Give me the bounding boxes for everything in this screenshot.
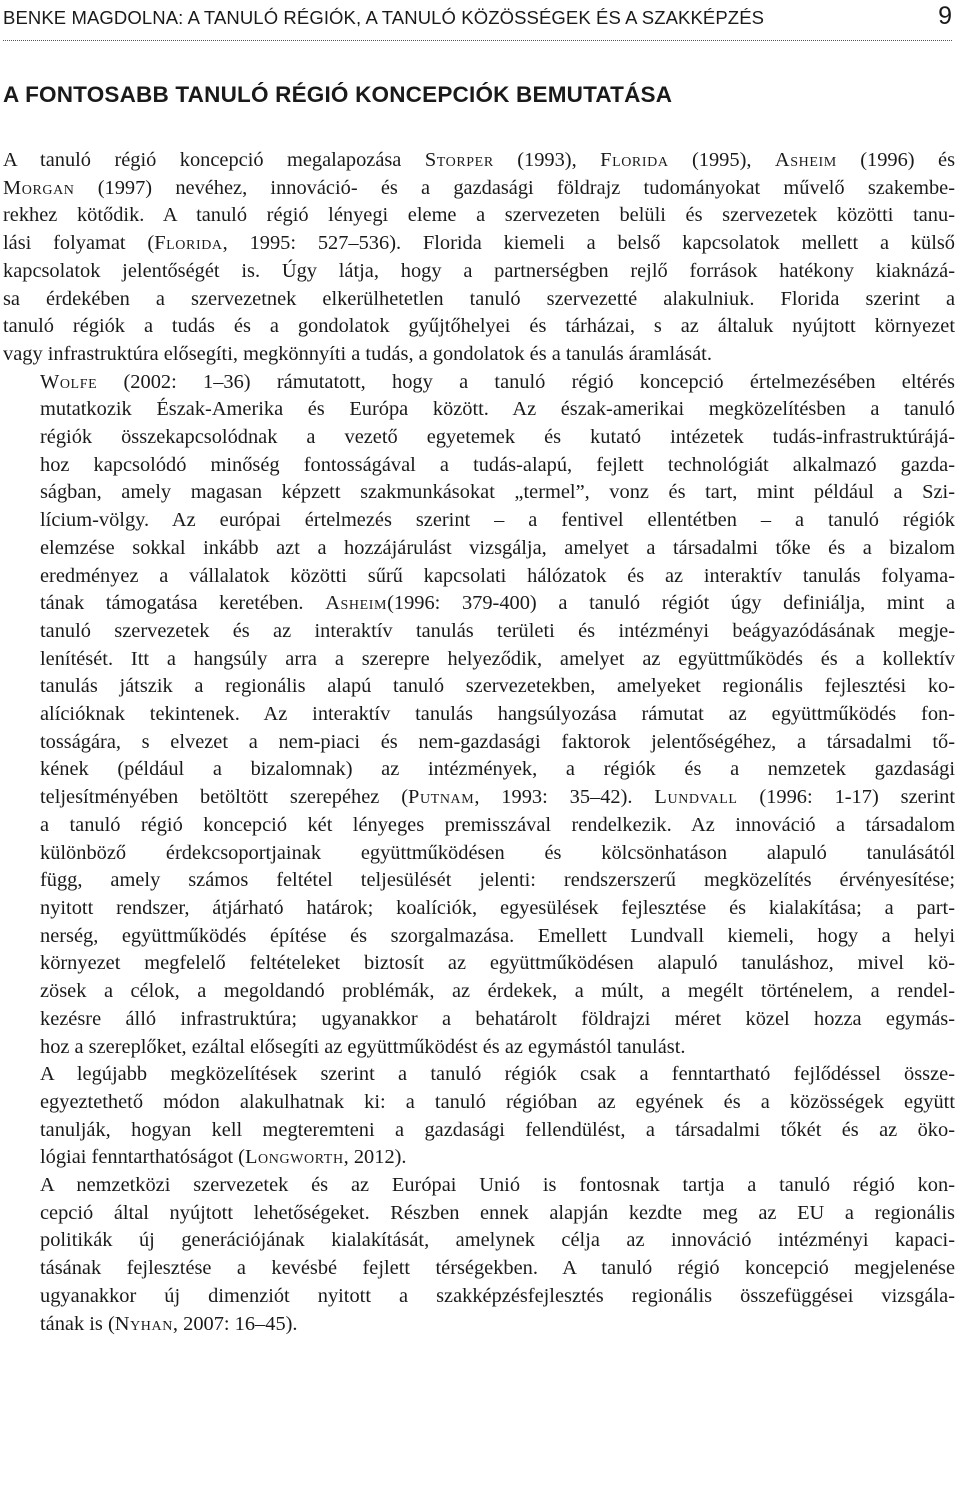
text-run: teljesítményében betöltött szerepéhez ( — [40, 786, 409, 809]
text-line — [3, 286, 955, 314]
text-line — [3, 424, 955, 452]
text-run: , 2007: 16–45). — [172, 1312, 298, 1335]
text-run: ságban, amely magasan képzett szakmunkásokat „termel”, vonz és tart, mint például a Szi- — [40, 481, 955, 504]
cited-author: Lundvall — [654, 786, 738, 809]
text-run: cepció által nyújtott lehetőségeket. Részben ennek alapján kezdte meg az EU a regionális — [40, 1201, 955, 1224]
text-run: tanulják, hogyan kell megteremteni a gazdasági fellendülést, a társadalmi tőkét és az öko- — [40, 1118, 955, 1141]
body-text — [3, 147, 955, 1338]
text-line — [3, 1200, 955, 1228]
text-run: kapcsolatok jelentőségét is. Úgy látja, hogy a partnerségben rejlő források hatékony kiaknázá- — [3, 259, 955, 282]
cited-author: Florida — [154, 232, 223, 255]
text-run: ugyanakkor új dimenziót nyitott a szakképzésfejlesztés regionális összefüggései vizsgála- — [40, 1284, 955, 1307]
text-line — [3, 1283, 955, 1311]
text-line — [3, 895, 955, 923]
text-line — [3, 784, 955, 812]
text-run: zösek a célok, a megoldandó problémák, az érdekek, a múlt, a megélt történelem, a rendel- — [40, 980, 955, 1003]
text-line — [3, 701, 955, 729]
text-run: tanuló régiók a tudás és a gondolatok gyűjtőhelyei és tárházai, s az általuk nyújtott környezet — [3, 315, 955, 338]
text-line — [3, 563, 955, 591]
text-run: a tanuló régió koncepció két lényeges premisszával rendelkezik. Az innováció a társadalom — [40, 813, 955, 836]
text-line — [3, 867, 955, 895]
text-line — [3, 396, 955, 424]
text-run: mutatkozik Észak-Amerika és Európa között. Az észak-amerikai megközelítésben a tanuló — [40, 398, 955, 421]
text-line — [3, 840, 955, 868]
text-run: elemzése sokkal inkább azt a hozzájárulást vizsgálja, amelyet a társadalmi tőke és a bizalom — [40, 536, 955, 559]
cited-author: Morgan — [3, 176, 75, 199]
text-run: eredményez a vállalatok közötti sűrű kapcsolati hálózatok és az interaktív tanulás folyama- — [40, 564, 955, 587]
text-run: (1996: 379-400) a tanuló régiót úgy definiálja, mint a — [387, 592, 955, 615]
text-line — [3, 175, 955, 203]
text-line — [3, 590, 955, 618]
text-run: politikák új generációjának kialakítását, amelynek célja az innováció intézményi kapaci- — [40, 1229, 955, 1252]
page-number: 9 — [938, 2, 952, 30]
text-line — [3, 812, 955, 840]
text-line — [3, 479, 955, 507]
cited-author: Putnam — [408, 786, 475, 809]
text-run: (1995), — [668, 149, 775, 171]
text-run: (1996: 1-17) szerint — [737, 786, 955, 809]
text-run: (1997) nevéhez, innováció- és a gazdasági földrajz tudományokat művelő szakembe- — [74, 176, 955, 199]
text-run: , 2012). — [343, 1146, 407, 1169]
text-run: egyeztethető módon alakulhatnak ki: a tanuló régióban az egyének és a közösségek együtt — [40, 1090, 955, 1113]
text-run: , 1995: 527–536). Florida kiemeli a belső kapcsolatok mellett a külső — [222, 232, 955, 255]
text-run: (1996) és — [836, 149, 956, 171]
text-run: kének (például a bizalomnak) az intézmények, a régiók és a nemzetek gazdasági — [40, 758, 955, 781]
text-line — [3, 341, 955, 369]
text-run: környezet megfelelő feltételeket biztosít az együttműködésen alapuló tanuláshoz, mivel kö- — [40, 952, 955, 975]
text-run: (1993), — [493, 149, 601, 171]
text-line — [3, 729, 955, 757]
text-line — [3, 1006, 955, 1034]
text-line — [3, 1034, 955, 1062]
text-run: A tanuló régió koncepció megalapozása — [3, 149, 425, 171]
text-run: lási folyamat ( — [3, 232, 155, 255]
text-line — [3, 1172, 955, 1200]
cited-author: Asheim — [325, 592, 388, 615]
text-line — [3, 673, 955, 701]
text-run: tásának fejlesztése a kevésbé fejlett térségekben. A tanuló régió koncepció megjelenése — [40, 1257, 955, 1280]
paragraph — [3, 147, 955, 369]
text-line — [3, 230, 955, 258]
text-line — [3, 535, 955, 563]
text-line — [3, 202, 955, 230]
text-line — [3, 950, 955, 978]
text-run: rekhez kötődik. A tanuló régió lényegi eleme a szervezeten belüli és szervezetek közötti tanu- — [3, 204, 955, 227]
text-line — [3, 978, 955, 1006]
text-run: , 1993: 35–42). — [474, 786, 655, 809]
text-run: nerség, együttműködés építése és szorgalmazása. Emellett Lundvall kiemeli, hogy a helyi — [40, 924, 955, 947]
paragraph — [3, 1061, 955, 1172]
paragraph — [3, 369, 955, 1062]
text-run: alícióknak tekintenek. Az interaktív tanulás hangsúlyozása rámutat az együttműködés fon- — [40, 703, 955, 726]
text-run: (2002: 1–36) rámutatott, hogy a tanuló régió koncepció értelmezésében eltérés — [97, 370, 955, 393]
running-header — [3, 4, 952, 41]
text-line — [3, 1311, 955, 1339]
text-run: kezésre álló infrastruktúra; ugyanakkor a behatárolt földrajzi méret közel hozza egymás- — [40, 1007, 955, 1030]
cited-author: Longworth — [244, 1146, 344, 1169]
text-run: tanuló szervezetek és az interaktív tanulás területi és intézményi beágyazódásának megje- — [40, 619, 955, 642]
text-run: lícium-völgy. Az európai értelmezés szerint – a fentivel ellentétben – a tanuló régiók — [40, 509, 955, 532]
text-line — [3, 1144, 955, 1172]
text-run: lenítését. Itt a hangsúly arra a szerepre helyeződik, amelyet az együttműködés és a kollektív — [40, 647, 955, 670]
text-line — [3, 258, 955, 286]
text-line — [3, 1117, 955, 1145]
paragraph — [3, 1172, 955, 1338]
text-run: tosságára, s elvezet a nem-piaci és nem-gazdasági faktorok jelentőségéhez, a társadalmi tő- — [40, 730, 955, 753]
text-line — [3, 452, 955, 480]
text-run: hoz kapcsolódó minőség fontosságával a tudás-alapú, fejlett technológiát alkalmazó gazda- — [40, 453, 955, 476]
text-line — [3, 1061, 955, 1089]
text-run: A legújabb megközelítések szerint a tanuló régiók csak a fenntartható fejlődéssel össze- — [40, 1063, 955, 1086]
text-line — [3, 1255, 955, 1283]
cited-author: Asheim — [774, 149, 837, 171]
text-run: tanulás játszik a regionális alapú tanuló szervezetekben, amelyeket regionális fejlesztési ko- — [40, 675, 955, 698]
text-run: tának támogatása keretében. — [40, 592, 326, 615]
text-line — [3, 1089, 955, 1117]
text-line — [3, 313, 955, 341]
text-run: függ, amely számos feltétel teljesülését jelenti: rendszerszerű megközelítés érvényesítése; — [40, 869, 955, 892]
text-run: különböző érdekcsoportjainak együttműködésen és kölcsönhatáson alapuló tanulásától — [40, 841, 955, 864]
text-run: régiók összekapcsolódnak a vezető egyetemek és kutató intézetek tudás-infrastruktúrájá- — [40, 426, 955, 449]
text-run: A nemzetközi szervezetek és az Európai Unió is fontosnak tartja a tanuló régió kon- — [40, 1174, 955, 1197]
running-title: BENKE MAGDOLNA: A TANULÓ RÉGIÓK, A TANULÓ KÖZÖSSÉGEK ÉS A SZAKKÉPZÉS — [3, 7, 765, 28]
text-run: lógiai fenntarthatóságot ( — [40, 1146, 245, 1169]
text-run: tának is ( — [40, 1312, 115, 1335]
text-run: nyitott rendszer, átjárható határok; koalíciók, egyesülések fejlesztése és kialakítása; a part- — [40, 896, 955, 919]
text-line — [3, 646, 955, 674]
text-line — [3, 147, 955, 175]
text-run: vagy infrastruktúra elősegíti, megkönnyíti a tudás, a gondolatok és a tanulás áramlását. — [3, 342, 712, 365]
text-line — [3, 507, 955, 535]
cited-author: Nyhan — [114, 1312, 173, 1335]
text-line — [3, 923, 955, 951]
text-line — [3, 756, 955, 784]
cited-author: Storper — [424, 149, 494, 171]
cited-author: Wolfe — [40, 370, 98, 393]
cited-author: Florida — [600, 149, 669, 171]
text-line — [3, 369, 955, 397]
text-line — [3, 618, 955, 646]
text-line — [3, 1227, 955, 1255]
text-run: sa érdekében a szervezetnek elkerülhetetlen tanuló szervezetté alakulniuk. Florida szerint a — [3, 287, 955, 310]
section-heading: A FONTOSABB TANULÓ RÉGIÓ KONCEPCIÓK BEMUTATÁSA — [3, 82, 673, 107]
text-run: hoz a szereplőket, ezáltal elősegíti az együttműködést és az egymástól tanulást. — [40, 1035, 686, 1058]
